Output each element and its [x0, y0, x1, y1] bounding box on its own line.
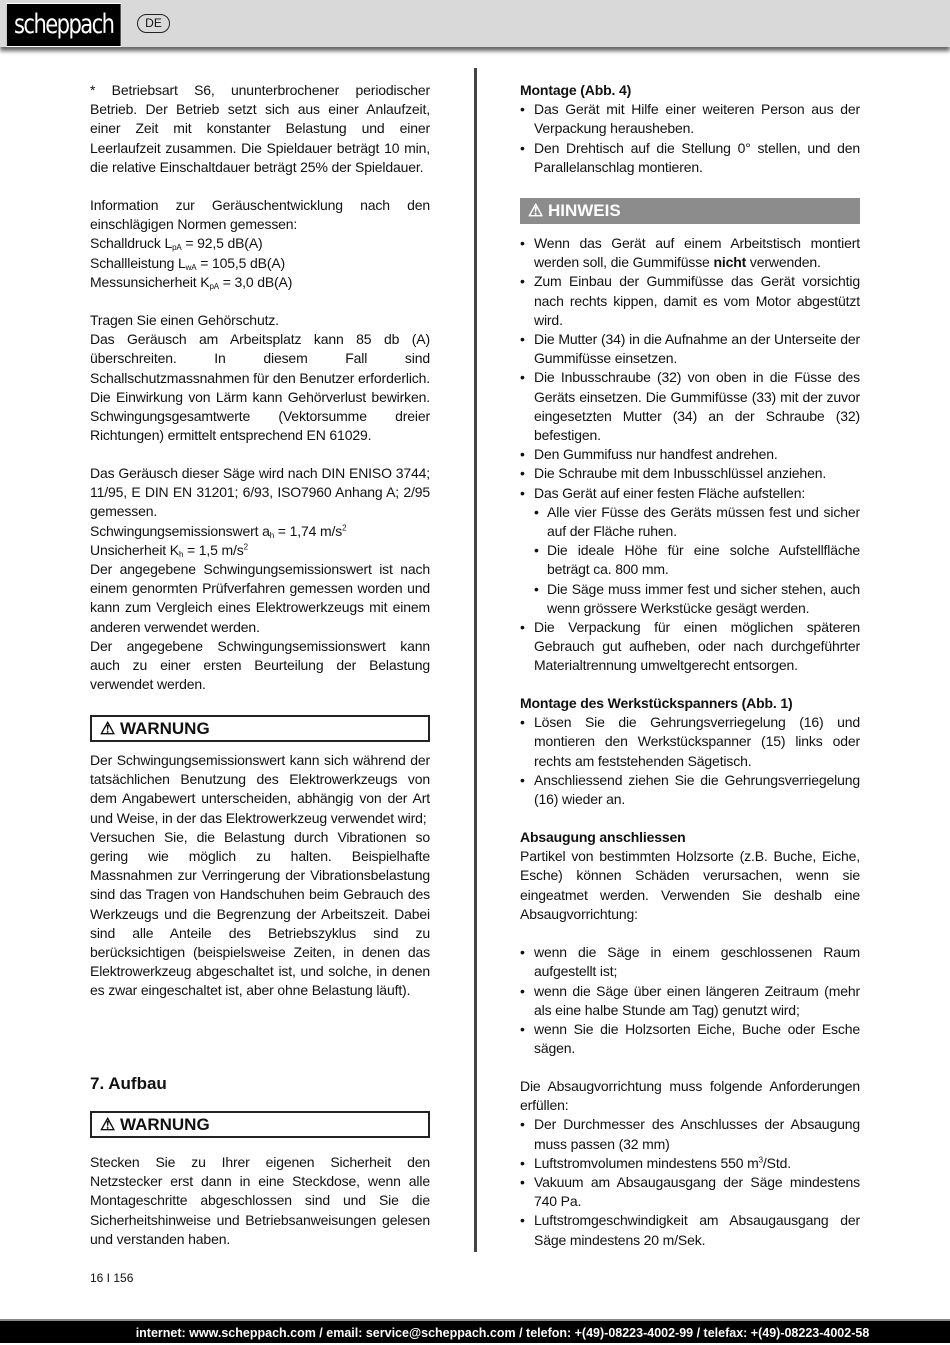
- list-item: • Das Gerät mit Hilfe einer weiteren Person aus der Verpackung herausheben.: [520, 100, 860, 138]
- list-item: • Das Gerät auf einer festen Fläche aufstellen: • Alle vier Füsse des Geräts müssen fest und sicher auf der Fläche ruhen. • Die ideale Höhe für eine solche Aufstellfläche beträgt ca. 800 mm. • Die Säge muss immer fest und sicher stehen, auch wenn grössere Werkstücke gesägt werden.: [520, 484, 860, 618]
- footer-contact: internet: www.scheppach.com / email: service@scheppach.com / telefon: +(49)-08223-4002-99 / telefax: +(49)-08223-4002-58: [0, 1319, 950, 1343]
- section-heading: Absaugung anschliessen: [520, 829, 686, 845]
- list-item: • wenn Sie die Holzsorten Eiche, Buche oder Esche sägen.: [520, 1020, 860, 1058]
- warning-text: [90, 751, 430, 1001]
- assembly-section: [520, 81, 860, 177]
- vibration-uncertainty: Unsicherheit $K_h = 1,5$ $m/s^2$: [90, 541, 248, 559]
- list-item: • Vakuum am Absaugausgang der Säge mindestens 740 Pa.: [520, 1173, 860, 1211]
- clamp-section: [520, 694, 860, 809]
- page-number: 16 I 156: [90, 1271, 134, 1285]
- notice-box: ⚠ HINWEIS: [520, 198, 860, 224]
- section-heading: Montage des Werkstückspanners (Abb. 1): [520, 695, 793, 711]
- notice-list: [520, 234, 860, 676]
- vibration-info: [90, 464, 430, 694]
- noise-info: [90, 196, 430, 292]
- vibration-value: Schwingungsemissionswert $a_h = 1,74$ $m/s^2$: [90, 522, 347, 540]
- paragraph: Der Schwingungsemissionswert kann sich während der tatsächlichen Benutzung des Elektrowerkzeugs von dem Angabewert unterscheiden, abhängig von der Art und Weise, in der das Elektrowerkzeug verwendet wird;: [90, 752, 430, 826]
- paragraph: * Betriebsart S6, ununterbrochener periodischer Betrieb. Der Betrieb setzt sich aus einer Anlaufzeit, einer Zeit mit konstanter Belastung und einer Leerlaufzeit zusammen. Die Spieldauer beträgt 10 min, die relative Einschaltdauer beträgt 25% der Spieldauer.: [90, 82, 430, 175]
- paragraph: Der angegebene Schwingungsemissionswert kann auch zu einer ersten Beurteilung der Belastung verwendet werden.: [90, 637, 430, 693]
- paragraph: Information zur Geräuschentwicklung nach den einschlägigen Normen gemessen:: [90, 197, 430, 233]
- paragraph: Der angegebene Schwingungsemissionswert ist nach einem genormten Prüfverfahren gemessen worden und kann zum Vergleich eines Elektrowerkzeugs mit einem anderen verwendet werden.: [90, 561, 430, 635]
- list-item: • Wenn das Gerät auf einem Arbeitstisch montiert werden soll, die Gummifüsse nicht verwenden.: [520, 234, 860, 272]
- paragraph: Tragen Sie einen Gehörschutz.: [90, 312, 279, 328]
- list-item: • Der Durchmesser des Anschlusses der Absaugung muss passen (32 mm): [520, 1115, 860, 1153]
- brand-logo: scheppach: [6, 3, 121, 47]
- section-heading: Montage (Abb. 4): [520, 82, 632, 98]
- list-item: • Die Schraube mit dem Inbusschlüssel anziehen.: [520, 464, 860, 483]
- list-item: • Lösen Sie die Gehrungsverriegelung (16) und montieren den Werkstückspanner (15) links oder rechts am feststehenden Sägetisch.: [520, 713, 860, 771]
- list-item: • Die Mutter (34) in die Aufnahme an der Unterseite der Gummifüsse einsetzen.: [520, 330, 860, 368]
- paragraph: Die Absaugvorrichtung muss folgende Anforderungen erfüllen:: [520, 1078, 860, 1114]
- language-badge: DE: [137, 14, 170, 33]
- list-item: • Den Drehtisch auf die Stellung 0° stellen, und den Parallelanschlag montieren.: [520, 139, 860, 177]
- list-item: • wenn die Säge über einen längeren Zeitraum (mehr als eine halbe Stunde am Tag) genutzt wird;: [520, 982, 860, 1020]
- measurement-uncertainty: Messunsicherheit $K_{pA} = 3,0$ dB(A): [90, 273, 293, 291]
- list-item: • Die Verpackung für einen möglichen späteren Gebrauch gut aufheben, oder nach durchgeführter Materialtrennung umweltgerecht entsorgen.: [520, 618, 860, 676]
- list-item: • Die Inbusschraube (32) von oben in die Füsse des Geräts einsetzen. Die Gummifüsse (33) mit der zuvor eingesetzten Mutter (34) an der Schraube (32) befestigen.: [520, 368, 860, 445]
- warning-box: ⚠ WARNUNG: [90, 1111, 430, 1138]
- sub-list-item: • Die ideale Höhe für eine solche Aufstellfläche beträgt ca. 800 mm.: [534, 541, 860, 579]
- page-header: [0, 0, 950, 47]
- warning-box: ⚠ WARNUNG: [90, 715, 430, 742]
- assembly-warning-text: [90, 1153, 430, 1249]
- extraction-section: [520, 828, 860, 1058]
- sub-list-item: • Die Säge muss immer fest und sicher stehen, auch wenn grössere Werkstücke gesägt werden.: [534, 580, 860, 618]
- paragraph: Stecken Sie zu Ihrer eigenen Sicherheit den Netzstecker erst dann in eine Steckdose, wenn alle Montageschritte abgeschlossen sind und Sie die Sicherheitshinweise und Betriebsanweisungen gelesen und verstanden haben.: [90, 1154, 430, 1247]
- extraction-requirements: [520, 1077, 860, 1250]
- list-item: • Den Gummifuss nur handfest andrehen.: [520, 445, 860, 464]
- list-item: • Luftstromvolumen mindestens 550 $m^3$/Std.: [520, 1154, 860, 1173]
- list-item: • Zum Einbau der Gummifüsse das Gerät vorsichtig nach rechts kippen, damit es vom Motor abgestützt wird.: [520, 272, 860, 330]
- column-divider: [474, 68, 477, 1252]
- list-item: • Luftstromgeschwindigkeit am Absaugausgang der Säge mindestens 20 m/Sek.: [520, 1211, 860, 1249]
- sound-power: Schallleistung $L_{wA} = 105,5$ dB(A): [90, 254, 286, 272]
- operating-mode-note: [90, 81, 430, 177]
- list-item: • Anschliessend ziehen Sie die Gehrungsverriegelung (16) wieder an.: [520, 771, 860, 809]
- sub-list-item: • Alle vier Füsse des Geräts müssen fest und sicher auf der Fläche ruhen.: [534, 503, 860, 541]
- sound-pressure: Schalldruck $L_{pA} = 92,5$ dB(A): [90, 235, 263, 253]
- paragraph: Das Geräusch dieser Säge wird nach DIN ENISO 3744; 11/95, E DIN EN 31201; 6/93, ISO7960 Anhang A; 2/95 gemessen.: [90, 465, 430, 520]
- paragraph: Versuchen Sie, die Belastung durch Vibrationen so gering wie möglich zu halten. Beispielhafte Massnahmen zur Verringerung der Vibrationsbelastung sind das Tragen von Handschuhen beim Gebrauch des Werkzeugs und die Begrenzung der Arbeitszeit. Dabei sind alle Anteile des Betriebszyklus sind zu berücksichtigen (beispielsweise Zeiten, in denen das Elektrowerkzeug abgeschaltet ist, und solche, in denen es zwar eingeschaltet ist, aber ohne Belastung läuft).: [90, 828, 430, 999]
- chapter-heading: 7. Aufbau: [90, 1074, 167, 1093]
- paragraph: Partikel von bestimmten Holzsorte (z.B. Buche, Eiche, Esche) können Schäden verursachen, wenn sie eingeatmet werden. Verwenden Sie deshalb eine Absaugvorrichtung:: [520, 848, 860, 922]
- list-item: • wenn die Säge in einem geschlossenen Raum aufgestellt ist;: [520, 943, 860, 981]
- paragraph: Das Geräusch am Arbeitsplatz kann 85 db (A) überschreiten. In diesem Fall sind Schallschutzmassnahmen für den Benutzer erforderlich. Die Einwirkung von Lärm kann Gehörverlust bewirken. Schwingungsgesamtwerte (Vektorsumme dreier Richtungen) ermittelt entsprechend EN 61029.: [90, 331, 430, 444]
- hearing-protection: [90, 311, 430, 445]
